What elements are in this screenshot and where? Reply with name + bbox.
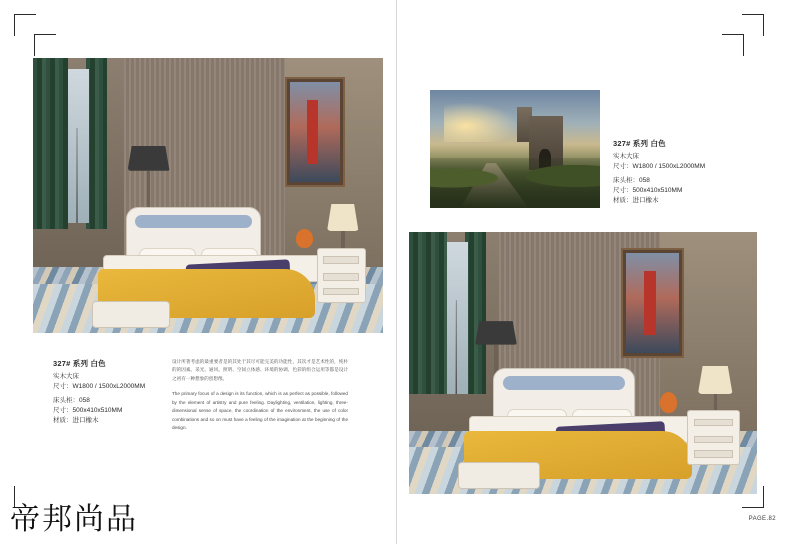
left-caption — [53, 358, 145, 426]
bed-footboard — [92, 301, 170, 328]
wall-poster — [285, 77, 345, 187]
right-bedroom-photo — [409, 232, 757, 494]
table-lamp-stem — [341, 231, 345, 248]
poster-artwork — [290, 82, 340, 182]
curtain-left-2 — [409, 232, 447, 394]
left-caption-size: 尺寸：W1800 / 1500xL2000MM — [53, 382, 146, 390]
body-copy-cn: 设计所著考虑的最重要者是的其处于其尽可能完美的功能性，其次才是艺术性的，纯朴的的因素。采光、通风、照明、空间立体感、环境的协调、色彩的组合运用等都是设计之初有一种想象的创想像。 — [172, 359, 348, 381]
left-caption-sub-size: 尺寸：500x410x510MM — [53, 406, 123, 414]
page-number: PAGE.82 — [748, 516, 776, 522]
top-right-caption-sub-title: 床头柜：058 — [613, 176, 650, 184]
bed-2 — [447, 368, 718, 489]
curtain-left — [33, 58, 68, 229]
top-right-caption-sub-size: 尺寸：500x410x510MM — [613, 186, 683, 194]
poster-artwork-2 — [626, 253, 679, 353]
floor-lamp-shade-2 — [475, 321, 517, 345]
brand-logo: 帝邦尚品 — [10, 502, 138, 537]
body-copy-en: The primary focus of a design is its function, which is as perfect as possible, followed by the element of artistry and pure feeling. Daylighting, ventilation, lighting, three-dimensional sense of space, the coordination of the environment, the use of color combinations and so on must have a feeling of the imagination at the beginning of the design. — [172, 391, 348, 431]
top-right-caption-size: 尺寸：W1800 / 1500xL2000MM — [613, 162, 706, 170]
top-right-caption — [613, 138, 705, 206]
left-body-copy — [172, 358, 348, 440]
left-caption-sub-title: 床头柜：058 — [53, 396, 90, 404]
window-tower-view — [76, 128, 78, 223]
table-lamp-shade-2 — [698, 366, 733, 395]
left-caption-material: 实木大床 — [53, 372, 79, 380]
nightstand-right-2 — [687, 410, 739, 465]
window — [68, 69, 89, 223]
nightstand-right — [317, 248, 366, 303]
left-caption-title: 327# 系列 白色 — [53, 359, 106, 368]
top-right-caption-material: 实木大床 — [613, 152, 639, 160]
top-right-caption-sub-material: 材质：进口橡木 — [613, 196, 659, 204]
left-bedroom-photo — [33, 58, 383, 333]
bed — [82, 207, 341, 328]
table-lamp-shade — [327, 204, 359, 232]
sunset-glow — [444, 102, 519, 142]
decor-vase-2 — [660, 392, 677, 413]
floor-lamp-shade — [128, 146, 170, 171]
decor-vase — [296, 229, 314, 248]
left-caption-sub-material: 材质：进口橡木 — [53, 416, 99, 424]
bed-footboard-2 — [458, 462, 539, 489]
wall-poster-2 — [621, 248, 684, 358]
castle-foliage — [430, 158, 600, 208]
castle-landscape-photo — [430, 90, 600, 208]
table-lamp-stem-2 — [714, 394, 717, 410]
top-right-caption-title: 327# 系列 白色 — [613, 139, 666, 148]
page-gutter-divider — [396, 0, 397, 544]
